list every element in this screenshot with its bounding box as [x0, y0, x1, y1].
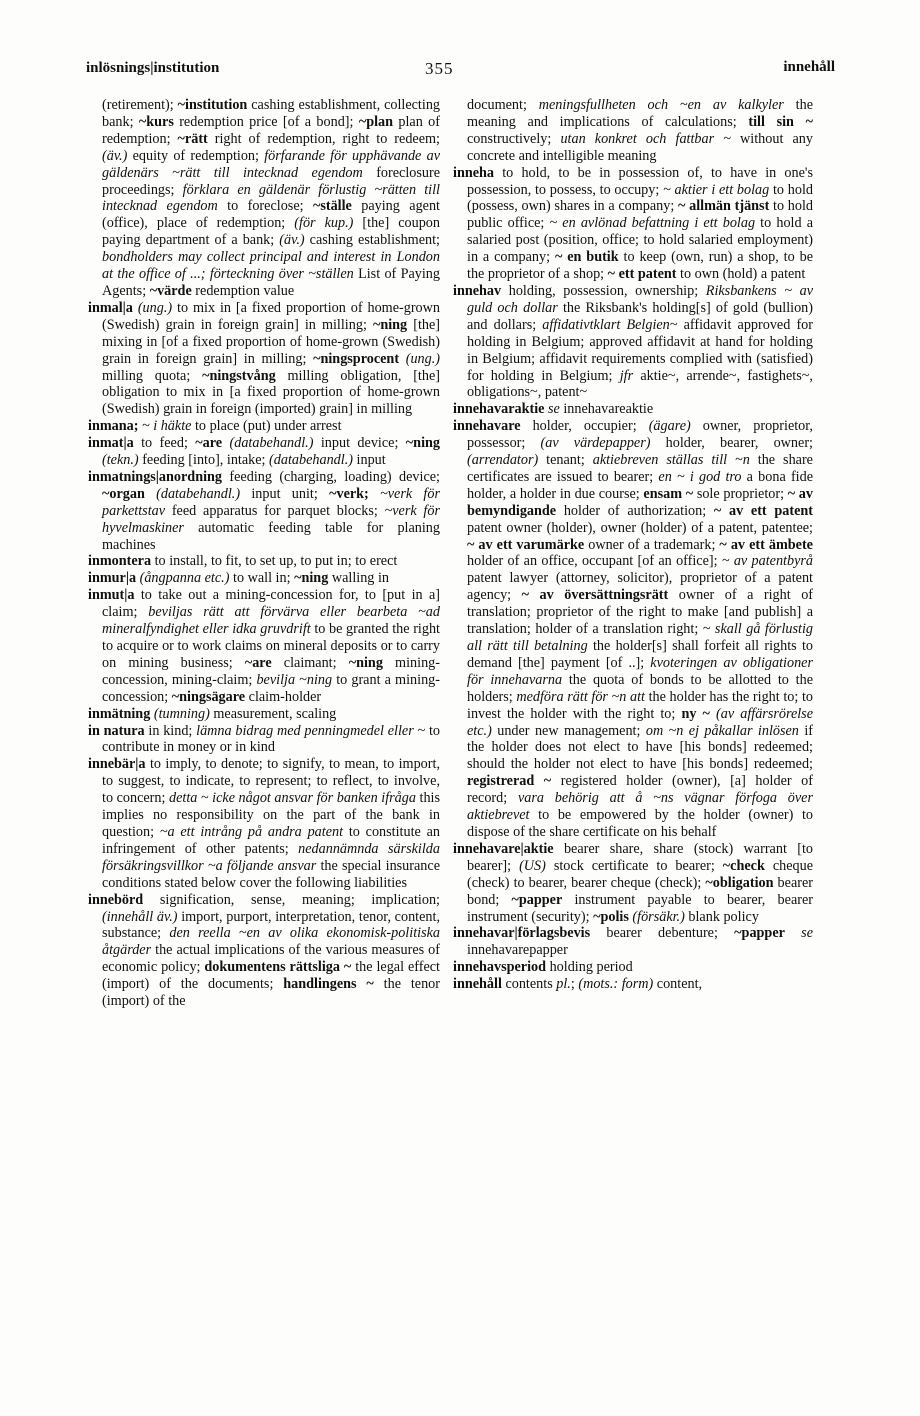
dictionary-entry: innebörd signification, sense, meaning; implication; (innehåll äv.) import, purport, interpretation, tenor, content, substance; den reella ~en av olika ekonomisk-politiska åtgärder the actual implications of the various measures of economic policy; dokumentens rättsliga ~ the legal effect (import) of the documents; handlingens ~ the tenor (import) of the [88, 891, 440, 1010]
dictionary-entry: innehavare holder, occupier; (ägare) owner, proprietor, possessor; (av värdepapper) holder, bearer, owner; (arrendator) tenant; aktiebreven ställas till ~n the share certificates are issued to bearer; en ~ i god tro a bona fide holder, a holder in due course; ensam ~ sole proprietor; ~ av bemyndigande holder of authorization; ~ av ett patent patent owner (holder), owner (holder) of a patent, patentee; ~ av ett varumärke owner of a trademark; ~ av ett ämbete holder of an office, occupant [of an office]; ~ av patentbyrå patent lawyer (attorney, solicitor), proprietor of a patent agency; ~ av översättningsrätt owner of a right of translation; proprietor of the right to make [and publish] a translation; holder of a translation right; ~ skall gå förlustig all rätt till betalning the holder[s] shall forfeit all rights to demand [the] payment [of ..]; kvoteringen av obligationer för innehavarna the quota of bonds to be allotted to the holders; medföra rätt för ~n att the holder has the right to; to invest the holder with the right to; ny ~ (av affärsrörelse etc.) under new management; om ~n ej påkallar inlösen if the holder does not elect to have [his bonds] redeemed; should the holder not elect to have [his bonds] redeemed; registrerad ~ registered holder (owner), [a] holder of record; vara behörig att å ~ns vägnar förfoga över aktiebrevet to be empowered by the holder (owner) to dispose of the share certificate on his behalf [453, 418, 814, 840]
dictionary-entry: (retirement); ~institution cashing establishment, collecting bank; ~kurs redemption price [of a bond]; ~plan plan of redemption; ~rätt right of redemption, right to redeem; (äv.) equity of redemption; förfarande för upphävande av gäldenärs ~rätt till intecknad egendom foreclosure proceedings; förklara en gäldenär förlustig ~rätten till intecknad egendom to foreclose; ~ställe paying agent (office), place of redemption; (för kup.) [the] coupon paying department of a bank; (äv.) cashing establishment; bondholders may collect principal and interest in London at the office of ...; förteckning över ~ställen List of Paying Agents; ~värde redemption value [102, 97, 441, 299]
dictionary-entry: in natura in kind; lämna bidrag med penningmedel eller ~ to contribute in money or in kind [88, 722, 441, 756]
dictionary-entry: inmontera to install, to fit, to set up, to put in; to erect [88, 553, 398, 570]
running-head-left: inlösnings|institution [86, 60, 220, 76]
dictionary-entry: innehåll contents pl.; (mots.: form) content, [453, 976, 703, 993]
dictionary-entry: innehavaraktie se innehavareaktie [453, 401, 654, 418]
dictionary-entry: inmur|a (ångpanna etc.) to wall in; ~ning walling in [88, 570, 389, 587]
dictionary-entry: inmatnings|anordning feeding (charging, loading) device; ~organ (databehandl.) input unit; ~verk; ~verk för parkettstav feed apparatus for parquet blocks; ~verk för hyvelmaskiner automatic feeding table for planing machines [88, 468, 440, 553]
page-number: 355 [425, 59, 454, 78]
left-column [88, 97, 440, 1010]
dictionary-entry: inmana; ~ i häkte to place (put) under arrest [88, 418, 342, 435]
dictionary-entry: innehav holding, possession, ownership; Riksbankens ~ av guld och dollar the Riksbank's holding[s] of gold (bullion) and dollars; affidativtklart Belgien~ affidavit approved for holding in Belgium; approved affidavit at hand for holding in Belgium; affidavit requirements complied with (satisfied) for holding in Belgium; jfr aktie~, arrende~, fastighets~, obligations~, patent~ [453, 282, 813, 401]
right-column [453, 97, 813, 993]
dictionary-entry: innehavar|förlagsbevis bearer debenture; ~papper se innehavarepapper [453, 925, 813, 959]
dictionary-entry: inmut|a to take out a mining-concession for, to [put in a] claim; beviljas rätt att förvärva eller bearbeta ~ad mineralfyndighet eller idka gruvdrift to be granted the right to acquire or to work claims on mineral deposits or to carry on mining business; ~are claimant; ~ning mining-concession, mining-claim; bevilja ~ning to grant a mining-concession; ~ningsägare claim-holder [88, 587, 440, 705]
dictionary-entry: innehavare|aktie bearer share, share (stock) warrant [to bearer]; (US) stock certificate to bearer; ~check cheque (check) to bearer, bearer cheque (check); ~obligation bearer bond; ~papper instrument payable to bearer, bearer instrument (security); ~polis (försäkr.) blank policy [453, 840, 813, 925]
running-head-right: innehåll [783, 59, 835, 75]
dictionary-entry: inmat|a to feed; ~are (databehandl.) input device; ~ning (tekn.) feeding [into], intake; (databehandl.) input [88, 435, 440, 469]
dictionary-entry: inneha to hold, to be in possession of, to have in one's possession, to possess, to occupy; ~ aktier i ett bolag to hold (possess, own) shares in a company; ~ allmän tjänst to hold public office; ~ en avlönad befattning i ett bolag to hold a salaried post (position, office; to hold salaried employment) in a company; ~ en butik to keep (own, run) a shop, to be the proprietor of a shop; ~ ett patent to own (hold) a patent [453, 164, 814, 283]
dictionary-entry: document; meningsfullheten och ~en av kalkyler the meaning and implications of calculations; till sin ~ constructively; utan konkret och fattbar ~ without any concrete and intelligible meaning [467, 97, 814, 164]
dictionary-entry: inmätning (tumning) measurement, scaling [88, 705, 337, 722]
dictionary-entry: innebär|a to imply, to denote; to signify, to mean, to import, to suggest, to indicate, to represent; to reflect, to involve, to concern; detta ~ icke något ansvar för banken ifråga this implies no responsibility on the part of the bank in question; ~a ett intrång på andra patent to constitute an infringement of other patents; nedannämnda särskilda försäkringsvillkor ~a följande ansvar the special insurance conditions stated below cover the following liabilities [88, 756, 441, 891]
dictionary-entry: innehavsperiod holding period [453, 959, 633, 976]
dictionary-entry: inmal|a (ung.) to mix in [a fixed proportion of home-grown (Swedish) grain in foreign grain] in milling; ~ning [the] mixing in [of a fixed proportion of home-grown (Swedish) grain in foreign grain] in milling; ~ningsprocent (ung.) milling quota; ~ningstvång milling obligation, [the] obligation to mix in [a fixed proportion of home-grown (Swedish) grain in foreign (imported) grain] in milling [88, 299, 441, 418]
